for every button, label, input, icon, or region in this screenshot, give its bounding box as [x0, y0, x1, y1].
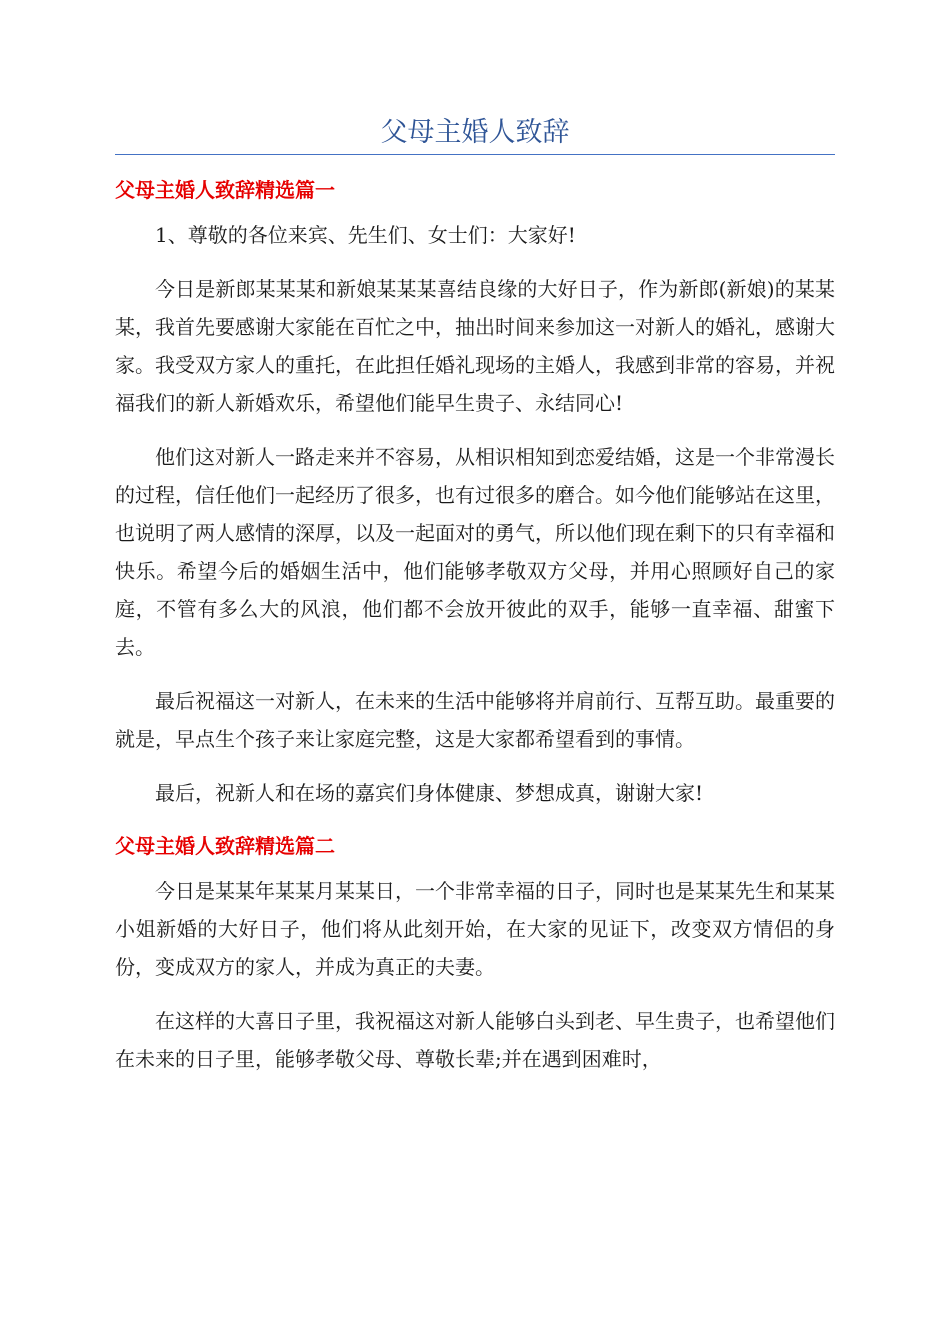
paragraph: 最后，祝新人和在场的嘉宾们身体健康、梦想成真，谢谢大家! — [155, 781, 704, 805]
section-heading: 父母主婚人致辞精选篇二 — [115, 834, 335, 858]
paragraph: 他们这对新人一路走来并不容易，从相识相知到恋爱结婚，这是一个非常漫长的过程，信任他们一起经历了很多，也有过很多的磨合。如今他们能够站在这里，也说明了两人感情的深厚，以及一起面对的勇气，所以他们现在剩下的只有幸福和快乐。希望今后的婚姻生活中，他们能够孝敬双方父母，并用心照顾好自己的家庭，不管有多么大的风浪，他们都不会放开彼此的双手，能够一直幸福、甜蜜下去。 — [115, 445, 835, 659]
paragraph: 最后祝福这一对新人，在未来的生活中能够将并肩前行、互帮互助。最重要的就是，早点生个孩子来让家庭完整，这是大家都希望看到的事情。 — [115, 689, 835, 751]
document-body — [115, 172, 835, 1094]
document-title: 父母主婚人致辞 — [380, 117, 570, 148]
section-heading: 父母主婚人致辞精选篇一 — [115, 178, 335, 202]
title-underline — [115, 154, 835, 155]
paragraph: 在这样的大喜日子里，我祝福这对新人能够白头到老、早生贵子，也希望他们在未来的日子里，能够孝敬父母、尊敬长辈;并在遇到困难时， — [115, 1009, 835, 1071]
paragraph: 今日是某某年某某月某某日，一个非常幸福的日子，同时也是某某先生和某某小姐新婚的大好日子，他们将从此刻开始，在大家的见证下，改变双方情侣的身份，变成双方的家人，并成为真正的夫妻。 — [115, 879, 835, 979]
paragraph: 1、尊敬的各位来宾、先生们、女士们：大家好! — [155, 223, 576, 247]
section-1 — [115, 172, 835, 812]
section-2 — [115, 828, 835, 1078]
paragraph: 今日是新郎某某某和新娘某某某喜结良缘的大好日子，作为新郎(新娘)的某某某，我首先要感谢大家能在百忙之中，抽出时间来参加这一对新人的婚礼，感谢大家。我受双方家人的重托，在此担任婚礼现场的主婚人，我感到非常的容易，并祝福我们的新人新婚欢乐，希望他们能早生贵子、永结同心! — [115, 277, 835, 415]
